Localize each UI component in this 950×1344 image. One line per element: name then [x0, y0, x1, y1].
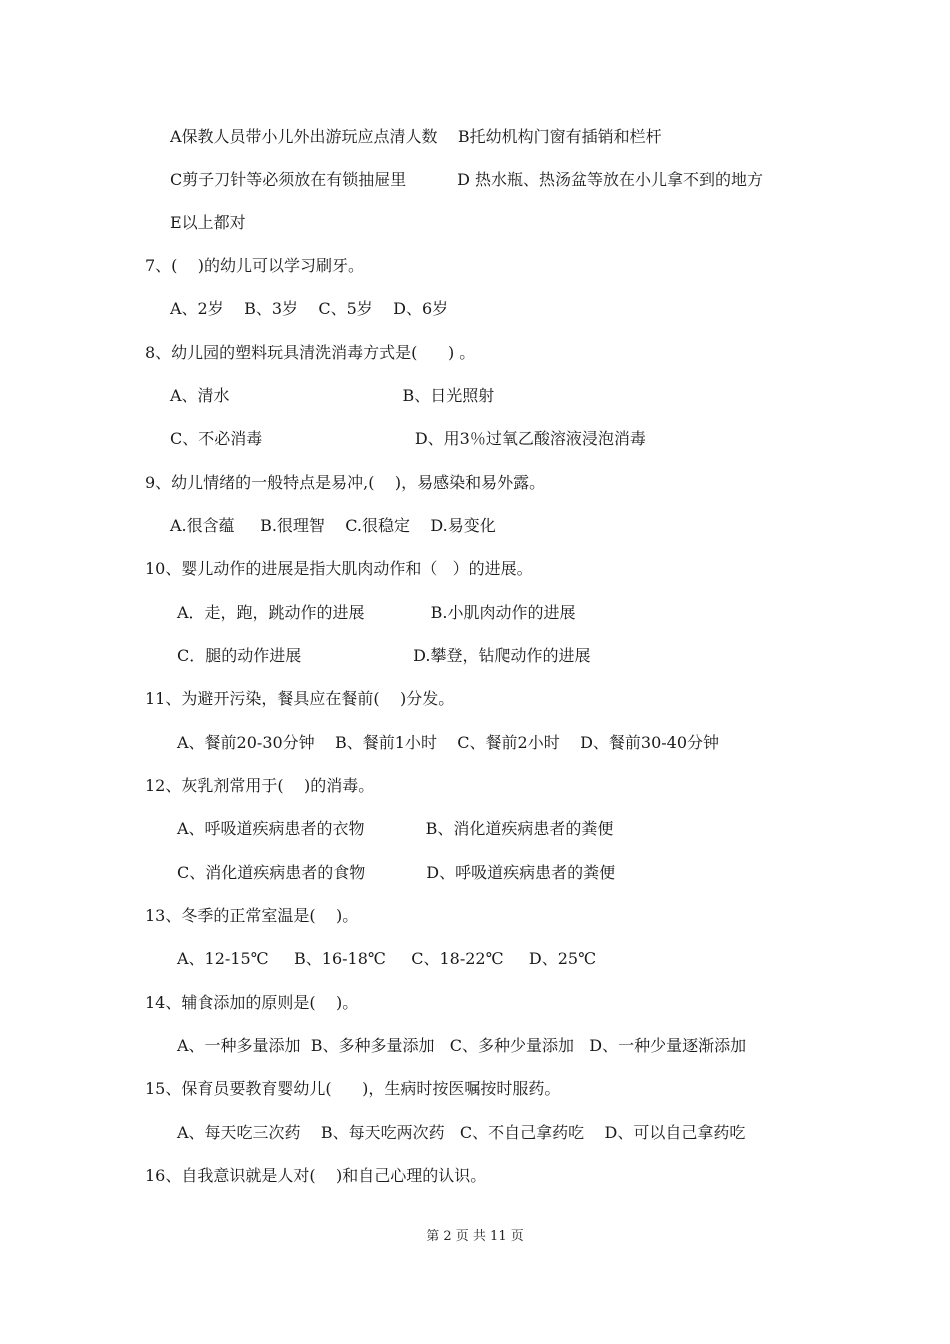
question-7-options: A、2岁 B、3岁 C、5岁 D、6岁: [170, 299, 449, 318]
question-10-options-cd: C．腿的动作进展 D.攀登，钻爬动作的进展: [177, 646, 591, 665]
question-14-options: A、一种多量添加 B、多种多量添加 C、多种少量添加 D、一种少量逐渐添加: [177, 1036, 747, 1055]
option-line-prev-e: E以上都对: [170, 213, 246, 232]
question-10: 10、婴儿动作的进展是指大肌肉动作和（ ）的进展。: [145, 559, 533, 578]
question-12-options-cd: C、消化道疾病患者的食物 D、呼吸道疾病患者的粪便: [177, 863, 616, 882]
question-8: 8、幼儿园的塑料玩具清洗消毒方式是( ) 。: [145, 343, 476, 362]
question-11-options: A、餐前20-30分钟 B、餐前1小时 C、餐前2小时 D、餐前30-40分钟: [177, 733, 720, 752]
question-13-options: A、12-15℃ B、16-18℃ C、18-22℃ D、25℃: [177, 949, 597, 968]
question-9: 9、幼儿情绪的一般特点是易冲,( )，易感染和易外露。: [145, 473, 546, 492]
question-11: 11、为避开污染，餐具应在餐前( )分发。: [145, 689, 455, 708]
question-9-options: A.很含蕴 B.很理智 C.很稳定 D.易变化: [170, 516, 496, 535]
question-10-options-ab: A．走，跑，跳动作的进展 B.小肌肉动作的进展: [177, 603, 576, 622]
question-15: 15、保育员要教育婴幼儿( )，生病时按医嘱按时服药。: [145, 1079, 561, 1098]
option-line-prev-cd: C剪子刀针等必须放在有锁抽屉里 D 热水瓶、热汤盆等放在小儿拿不到的地方: [170, 170, 764, 189]
question-12-options-ab: A、呼吸道疾病患者的衣物 B、消化道疾病患者的粪便: [177, 819, 614, 838]
question-15-options: A、每天吃三次药 B、每天吃两次药 C、不自己拿药吃 D、可以自己拿药吃: [177, 1123, 746, 1142]
question-12: 12、灰乳剂常用于( )的消毒。: [145, 776, 375, 795]
question-16: 16、自我意识就是人对( )和自己心理的认识。: [145, 1166, 487, 1185]
question-13: 13、冬季的正常室温是( )。: [145, 906, 359, 925]
option-line-prev-ab: A保教人员带小儿外出游玩应点清人数 B托幼机构门窗有插销和栏杆: [170, 127, 662, 146]
page-number-footer: 第 2 页 共 11 页: [426, 1229, 524, 1244]
question-7: 7、( )的幼儿可以学习刷牙。: [145, 256, 365, 275]
question-8-options-ab: A、清水 B、日光照射: [170, 386, 495, 405]
question-8-options-cd: C、不必消毒 D、用3％过氧乙酸溶液浸泡消毒: [170, 429, 646, 448]
question-14: 14、辅食添加的原则是( )。: [145, 993, 359, 1012]
